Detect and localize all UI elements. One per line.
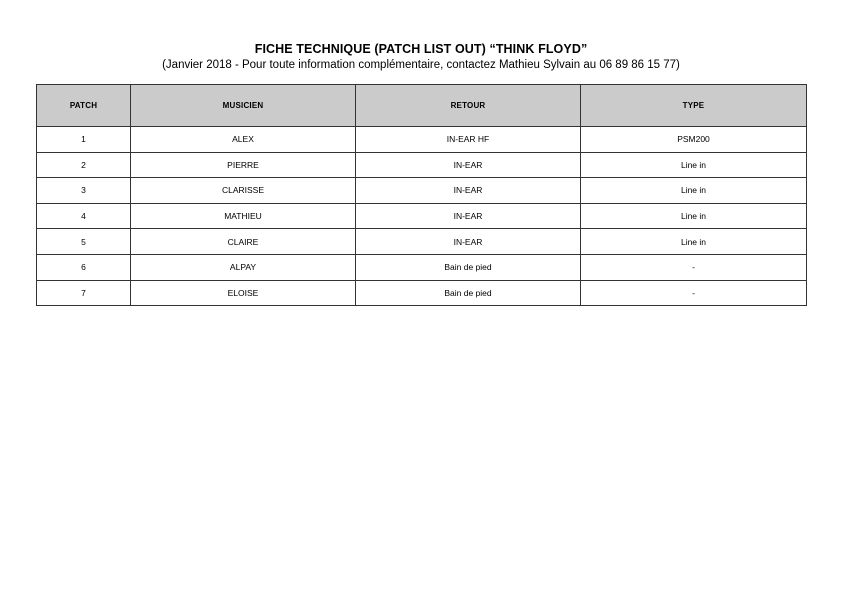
table-row [37,254,807,280]
cell-type: Line in [581,229,807,255]
cell-retour: IN-EAR [356,178,581,204]
cell-type: Line in [581,203,807,229]
cell-retour: IN-EAR [356,203,581,229]
cell-retour: IN-EAR [356,229,581,255]
cell-musicien: ALEX [131,127,356,153]
cell-musicien: CLAIRE [131,229,356,255]
cell-retour: IN-EAR [356,152,581,178]
table-row [37,152,807,178]
cell-patch: 6 [37,254,131,280]
page-title: FICHE TECHNIQUE (PATCH LIST OUT) “THINK FLOYD” [254,42,588,56]
table-row [37,203,807,229]
cell-musicien: PIERRE [131,152,356,178]
column-header-type: TYPE [581,85,807,127]
cell-retour: Bain de pied [356,254,581,280]
patch-list-table [36,84,807,306]
cell-retour: Bain de pied [356,280,581,306]
cell-type: Line in [581,152,807,178]
table-header-row [37,85,807,127]
cell-patch: 2 [37,152,131,178]
cell-patch: 3 [37,178,131,204]
cell-type: PSM200 [581,127,807,153]
cell-retour: IN-EAR HF [356,127,581,153]
table-row [37,229,807,255]
cell-patch: 5 [37,229,131,255]
page-subtitle: (Janvier 2018 - Pour toute information complémentaire, contactez Mathieu Sylvain au 06 89 86 15 77) [162,59,680,71]
column-header-patch: PATCH [37,85,131,127]
cell-type: - [581,254,807,280]
cell-patch: 1 [37,127,131,153]
table-row [37,178,807,204]
cell-musicien: ELOISE [131,280,356,306]
table-row [37,127,807,153]
column-header-retour: RETOUR [356,85,581,127]
cell-type: - [581,280,807,306]
cell-type: Line in [581,178,807,204]
cell-musicien: MATHIEU [131,203,356,229]
table-row [37,280,807,306]
cell-musicien: ALPAY [131,254,356,280]
cell-patch: 4 [37,203,131,229]
cell-patch: 7 [37,280,131,306]
column-header-musicien: MUSICIEN [131,85,356,127]
cell-musicien: CLARISSE [131,178,356,204]
